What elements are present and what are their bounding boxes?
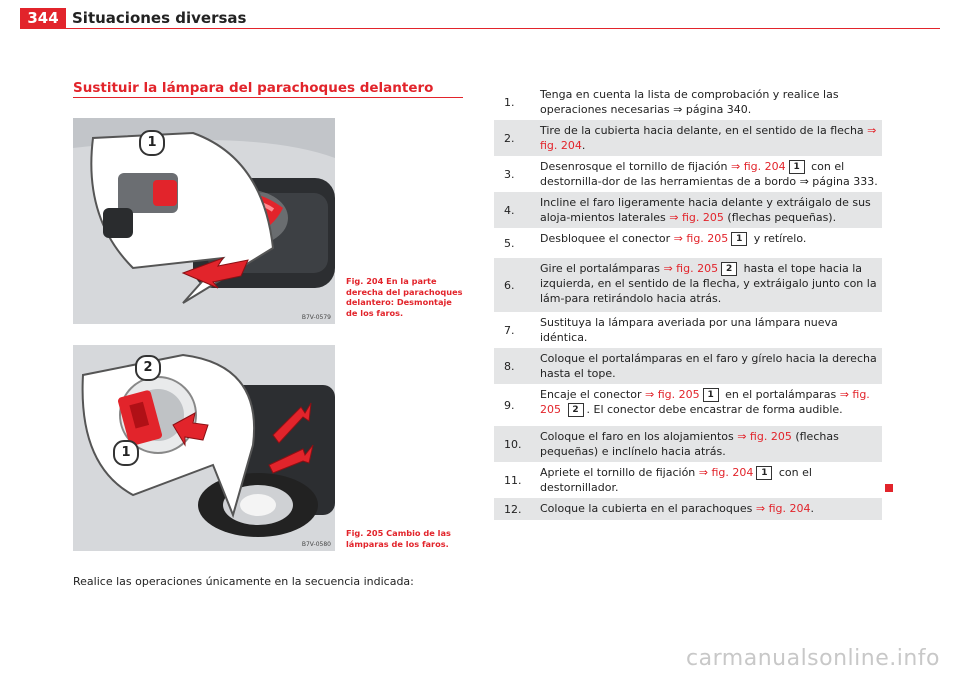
step-text: Coloque el portalámparas en el faro y gírelo hacia la derecha hasta el tope.	[540, 352, 877, 380]
header-divider	[20, 28, 940, 29]
callout-badge: 2	[721, 262, 737, 276]
figure-reference-link[interactable]: ⇒ fig. 204	[731, 160, 786, 173]
figure-reference-link[interactable]: ⇒ fig. 205	[673, 232, 729, 245]
page-header	[0, 0, 960, 32]
figure-reference-link[interactable]: ⇒ fig. 205	[669, 211, 724, 224]
steps-table	[494, 84, 882, 520]
step-text: Encaje el conector ⇒ fig. 205 1 en el portalámparas ⇒ fig. 205 2 . El conector debe encastrar de forma audible.	[540, 388, 870, 416]
callout-2: 2	[135, 355, 161, 381]
step-text: Tire de la cubierta hacia delante, en el sentido de la flecha ⇒ fig. 204.	[540, 124, 877, 152]
step-number: 8.	[504, 359, 515, 373]
step-text: Gire el portalámparas ⇒ fig. 205 2 hasta el tope hacia la izquierda, en el sentido de la flecha, y extráigalo junto con la lám-para retirándolo hacia atrás.	[540, 262, 877, 305]
step-text: Incline el faro ligeramente hacia delante y extráigalo de sus aloja-mientos laterales ⇒ fig. 205 (flechas pequeñas).	[540, 196, 871, 224]
callout-badge: 2	[568, 403, 584, 417]
figure-code: B7V-0579	[301, 314, 331, 321]
intro-text: Realice las operaciones únicamente en la secuencia indicada:	[73, 575, 414, 588]
figure-reference-link[interactable]: ⇒ fig. 204	[698, 466, 754, 479]
figure-reference-link[interactable]: ⇒ fig. 205	[663, 262, 719, 275]
step-row	[494, 84, 882, 120]
figure-205-illustration	[73, 345, 335, 551]
step-row	[494, 312, 882, 348]
figure-reference-link[interactable]: ⇒ fig. 204	[755, 502, 811, 515]
figure-reference-link[interactable]: ⇒ fig. 205	[540, 388, 870, 416]
figure-reference-link[interactable]: ⇒ fig. 205	[644, 388, 700, 401]
step-row	[494, 498, 882, 520]
step-number: 10.	[504, 437, 522, 451]
step-number: 7.	[504, 323, 515, 337]
step-row	[494, 426, 882, 462]
callout-badge: 1	[731, 232, 747, 246]
callout-badge: 1	[789, 160, 805, 174]
step-text: Desenrosque el tornillo de fijación ⇒ fig. 204 1 con el destornilla-dor de las herramientas de a bordo ⇒ página 333.	[540, 160, 878, 188]
callout-1: 1	[113, 440, 139, 466]
callout-1: 1	[139, 130, 165, 156]
step-text: Coloque la cubierta en el parachoques ⇒ fig. 204.	[540, 502, 814, 515]
step-number: 6.	[504, 278, 515, 292]
step-row	[494, 258, 882, 312]
callout-badge: 1	[703, 388, 719, 402]
step-row	[494, 384, 882, 426]
watermark: carmanualsonline.info	[686, 646, 940, 671]
callout-badge: 1	[756, 466, 772, 480]
page-number: 344	[20, 8, 66, 28]
step-number: 9.	[504, 398, 515, 412]
figure-205-caption: Fig. 205 Cambio de las lámparas de los faros.	[346, 528, 451, 549]
section-divider	[73, 97, 463, 98]
step-number: 3.	[504, 167, 515, 181]
step-text: Tenga en cuenta la lista de comprobación y realice las operaciones necesarias ⇒ página 340.	[540, 88, 839, 116]
step-text: Sustituya la lámpara averiada por una lámpara nueva idéntica.	[540, 316, 838, 344]
section-title: Sustituir la lámpara del parachoques delantero	[73, 80, 434, 96]
figure-reference-link[interactable]: ⇒ fig. 205	[737, 430, 792, 443]
step-number: 5.	[504, 236, 515, 250]
step-row	[494, 348, 882, 384]
chapter-title: Situaciones diversas	[72, 9, 247, 27]
step-row	[494, 156, 882, 192]
step-row	[494, 120, 882, 156]
step-text: Apriete el tornillo de fijación ⇒ fig. 204 1 con el destornillador.	[540, 466, 812, 494]
step-row	[494, 192, 882, 228]
figure-reference-link[interactable]: ⇒ fig. 204	[540, 124, 877, 152]
step-number: 1.	[504, 95, 515, 109]
step-number: 11.	[504, 473, 522, 487]
bumper-cover-removal-drawing	[73, 118, 335, 324]
step-number: 2.	[504, 131, 515, 145]
figure-204-caption: Fig. 204 En la parte derecha del parachoques delantero: Desmontaje de los faros.	[346, 276, 463, 318]
step-text: Coloque el faro en los alojamientos ⇒ fig. 205 (flechas pequeñas) e inclínelo hacia atrás.	[540, 430, 839, 458]
step-text: Desbloquee el conector ⇒ fig. 205 1 y retírelo.	[540, 232, 807, 245]
step-number: 4.	[504, 203, 515, 217]
step-row	[494, 228, 882, 258]
step-number: 12.	[504, 502, 522, 516]
step-row	[494, 462, 882, 498]
figure-code: B7V-0580	[301, 541, 331, 548]
section-end-marker	[885, 484, 893, 492]
figure-204-illustration	[73, 118, 335, 324]
